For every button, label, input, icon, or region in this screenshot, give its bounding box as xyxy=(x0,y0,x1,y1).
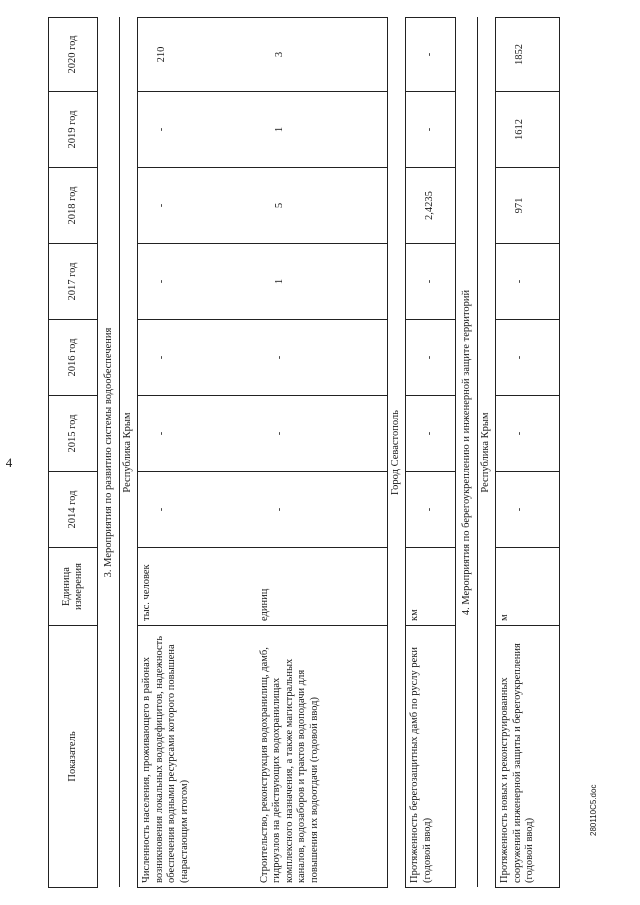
value-cell: - xyxy=(406,320,456,396)
value-cell: 5 xyxy=(256,168,388,244)
unit-cell: м xyxy=(496,548,560,626)
value-cell: - xyxy=(406,92,456,168)
value-cell: - xyxy=(138,396,256,472)
value-cell: - xyxy=(496,472,560,548)
page-number: 4 xyxy=(5,455,13,470)
table-row xyxy=(406,18,456,888)
header-2018: 2018 год xyxy=(49,168,98,244)
footer-filename: 280110C5.doc xyxy=(589,784,598,836)
region-row xyxy=(388,18,406,888)
header-2015: 2015 год xyxy=(49,396,98,472)
header-2017: 2017 год xyxy=(49,244,98,320)
value-cell: 1 xyxy=(256,92,388,168)
region-row xyxy=(120,18,138,888)
table-header-row xyxy=(49,18,98,888)
indicators-table xyxy=(48,17,560,888)
value-cell: 2,4235 xyxy=(406,168,456,244)
region-row xyxy=(478,18,496,888)
value-cell: - xyxy=(496,320,560,396)
value-cell: - xyxy=(496,396,560,472)
value-cell: 1 xyxy=(256,244,388,320)
region-label: Республика Крым xyxy=(478,18,496,888)
indicator-cell: Строительство, реконструкция водохранилищ, дамб, гидроузлов на действующих водохранилищах комплексного назначения, а также магистральных каналов, водозаборов и трактов водоподачи для повышения их водоотдачи (годовой ввод) xyxy=(256,626,388,888)
region-label: Республика Крым xyxy=(120,18,138,888)
value-cell: 3 xyxy=(256,18,388,92)
indicator-cell: Протяженность новых и реконструированных сооружений инженерной защиты и берегоукрепления (годовой ввод) xyxy=(496,626,560,888)
table-row xyxy=(256,18,388,888)
value-cell: - xyxy=(406,472,456,548)
section-title: 4. Мероприятия по берегоукреплению и инженерной защите территорий xyxy=(456,18,478,888)
value-cell: 1612 xyxy=(496,92,560,168)
rotated-page-content xyxy=(48,18,638,888)
header-indicator: Показатель xyxy=(49,626,98,888)
value-cell: - xyxy=(256,472,388,548)
unit-cell: единиц xyxy=(256,548,388,626)
header-2020: 2020 год xyxy=(49,18,98,92)
table-row xyxy=(496,18,560,888)
header-2014: 2014 год xyxy=(49,472,98,548)
value-cell: - xyxy=(138,92,256,168)
value-cell: - xyxy=(256,320,388,396)
header-unit: Единица измерения xyxy=(49,548,98,626)
header-2019: 2019 год xyxy=(49,92,98,168)
section-title: 3. Мероприятия по развитию системы водообеспечения xyxy=(98,18,120,888)
value-cell: - xyxy=(406,244,456,320)
indicator-cell: Численность населения, проживающего в районах возникновения локальных вододефицитов, надежность обеспечения водными ресурсами которого повышена (нарастающим итогом) xyxy=(138,626,256,888)
value-cell: - xyxy=(138,244,256,320)
value-cell: - xyxy=(496,244,560,320)
value-cell: 1852 xyxy=(496,18,560,92)
value-cell: - xyxy=(138,472,256,548)
unit-cell: тыс. человек xyxy=(138,548,256,626)
value-cell: - xyxy=(406,18,456,92)
unit-cell: км xyxy=(406,548,456,626)
indicator-cell: Протяженность берегозащитных дамб по руслу реки (годовой ввод) xyxy=(406,626,456,888)
table-row xyxy=(138,18,256,888)
region-label: Город Севастополь xyxy=(388,18,406,888)
section-4-title-row xyxy=(456,18,478,888)
value-cell: 210 xyxy=(138,18,256,92)
value-cell: 971 xyxy=(496,168,560,244)
value-cell: - xyxy=(256,396,388,472)
header-2016: 2016 год xyxy=(49,320,98,396)
value-cell: - xyxy=(406,396,456,472)
value-cell: - xyxy=(138,168,256,244)
section-3-title-row xyxy=(98,18,120,888)
value-cell: - xyxy=(138,320,256,396)
